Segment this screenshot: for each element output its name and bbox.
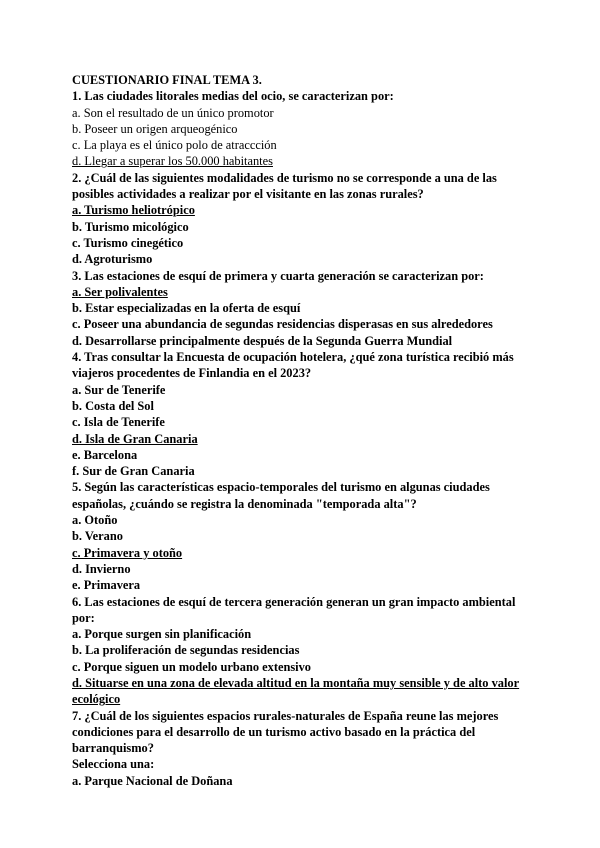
line-text: barranquismo?: [72, 741, 154, 756]
line-text: b. Poseer un origen arqueogénico: [72, 121, 238, 136]
line-text: b. Estar especializadas en la oferta de esquí: [72, 301, 301, 316]
document-body: [72, 72, 528, 789]
line-text: b. Verano: [72, 529, 123, 544]
line-text: viajeros procedentes de Finlandia en el 2023?: [72, 366, 312, 381]
line-text: a. Son el resultado de un único promotor: [72, 105, 274, 120]
text-line-42: [72, 740, 528, 756]
text-line-31: [72, 561, 528, 577]
text-line-7: [72, 170, 528, 186]
text-line-23: [72, 431, 528, 447]
text-line-41: [72, 724, 528, 740]
text-line-28: [72, 512, 528, 528]
line-text: a. Porque surgen sin planificación: [72, 627, 252, 642]
line-text: a. Turismo heliotrópico: [72, 203, 195, 218]
line-text: c. Turismo cinegético: [72, 235, 184, 250]
text-line-2: [72, 88, 528, 104]
text-line-29: [72, 528, 528, 544]
text-line-4: [72, 121, 528, 137]
text-line-11: [72, 235, 528, 251]
text-line-21: [72, 398, 528, 414]
text-line-16: [72, 316, 528, 332]
line-text: e. Barcelona: [72, 447, 138, 462]
text-line-43: [72, 756, 528, 772]
line-text: condiciones para el desarrollo de un turismo activo basado en la práctica del: [72, 724, 476, 739]
line-text: a. Otoño: [72, 513, 118, 528]
text-line-24: [72, 447, 528, 463]
text-line-10: [72, 219, 528, 235]
text-line-37: [72, 659, 528, 675]
line-text: e. Primavera: [72, 578, 141, 593]
line-text: 6. Las estaciones de esquí de tercera generación generan un gran impacto ambiental: [72, 594, 516, 609]
text-line-36: [72, 642, 528, 658]
line-text: ecológico: [72, 692, 121, 707]
text-line-32: [72, 577, 528, 593]
text-line-30: [72, 545, 528, 561]
line-text: 1. Las ciudades litorales medias del ocio, se caracterizan por:: [72, 89, 394, 104]
line-text: a. Ser polivalentes: [72, 284, 168, 299]
text-line-25: [72, 463, 528, 479]
text-line-26: [72, 479, 528, 495]
line-text: b. La proliferación de segundas residencias: [72, 643, 300, 658]
line-text: 4. Tras consultar la Encuesta de ocupación hotelera, ¿qué zona turística recibió más: [72, 350, 514, 365]
line-text: b. Turismo micológico: [72, 219, 189, 234]
line-text: c. Primavera y otoño: [72, 545, 183, 560]
text-line-14: [72, 284, 528, 300]
text-line-13: [72, 268, 528, 284]
text-line-5: [72, 137, 528, 153]
line-text: d. Llegar a superar los 50.000 habitantes: [72, 154, 273, 169]
text-line-8: [72, 186, 528, 202]
text-line-38: [72, 675, 528, 691]
text-line-17: [72, 333, 528, 349]
text-line-19: [72, 365, 528, 381]
line-text: f. Sur de Gran Canaria: [72, 464, 195, 479]
text-line-6: [72, 153, 528, 169]
text-line-44: [72, 773, 528, 789]
text-line-15: [72, 300, 528, 316]
text-line-20: [72, 382, 528, 398]
line-text: 3. Las estaciones de esquí de primera y cuarta generación se caracterizan por:: [72, 268, 484, 283]
line-text: CUESTIONARIO FINAL TEMA 3.: [72, 73, 262, 87]
text-line-9: [72, 202, 528, 218]
line-text: d. Desarrollarse principalmente después de la Segunda Guerra Mundial: [72, 333, 453, 348]
line-text: 5. Según las características espacio-temporales del turismo en algunas ciudades: [72, 480, 490, 495]
line-text: a. Sur de Tenerife: [72, 382, 166, 397]
line-text: a. Parque Nacional de Doñana: [72, 773, 233, 788]
line-text: 2. ¿Cuál de las siguientes modalidades de turismo no se corresponde a una de las: [72, 170, 497, 185]
line-text: Selecciona una:: [72, 757, 155, 772]
line-text: por:: [72, 610, 95, 625]
line-text: c. Isla de Tenerife: [72, 415, 165, 430]
text-line-22: [72, 414, 528, 430]
text-line-39: [72, 691, 528, 707]
text-line-34: [72, 610, 528, 626]
line-text: d. Agroturismo: [72, 252, 153, 267]
text-line-18: [72, 349, 528, 365]
line-text: c. La playa es el único polo de atraccción: [72, 138, 277, 153]
line-text: d. Invierno: [72, 561, 131, 576]
text-line-12: [72, 251, 528, 267]
text-line-3: [72, 105, 528, 121]
line-text: b. Costa del Sol: [72, 398, 154, 413]
line-text: 7. ¿Cuál de los siguientes espacios rurales-naturales de España reune las mejores: [72, 708, 499, 723]
line-text: d. Isla de Gran Canaria: [72, 431, 198, 446]
text-line-33: [72, 594, 528, 610]
line-text: posibles actividades a realizar por el visitante en las zonas rurales?: [72, 187, 424, 202]
line-text: c. Porque siguen un modelo urbano extensivo: [72, 659, 312, 674]
line-text: c. Poseer una abundancia de segundas residencias disperasas en sus alrededores: [72, 317, 493, 332]
text-line-1: [72, 72, 528, 88]
text-line-27: [72, 496, 528, 512]
line-text: d. Situarse en una zona de elevada altitud en la montaña muy sensible y de alto valor: [72, 675, 520, 690]
text-line-35: [72, 626, 528, 642]
line-text: españolas, ¿cuándo se registra la denominada "temporada alta"?: [72, 496, 417, 511]
text-line-40: [72, 708, 528, 724]
